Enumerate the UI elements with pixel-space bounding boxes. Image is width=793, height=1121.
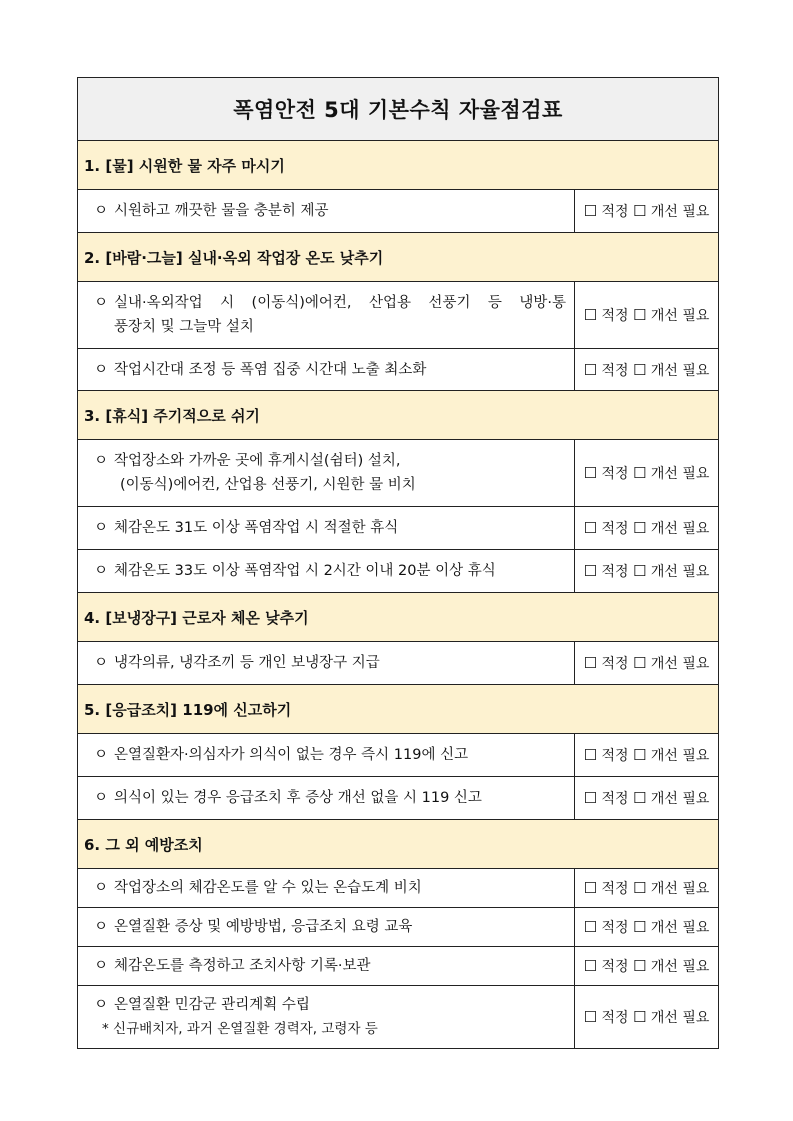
check-options (575, 550, 719, 593)
checklist-item (78, 190, 719, 233)
item-line: 실내·옥외작업 시 (이동식)에어컨, 산업용 선풍기 등 냉방·통 (114, 295, 566, 311)
checklist-item (78, 869, 719, 908)
section-header (78, 820, 719, 869)
section-title: 1. [물] 시원한 물 자주 마시기 (78, 141, 719, 190)
checkbox-ok[interactable]: ☐ (583, 562, 598, 580)
option-improve-label: 개선 필요 (650, 308, 710, 324)
checkbox-ok[interactable]: ☐ (583, 1008, 598, 1026)
checkbox-ok[interactable]: ☐ (583, 654, 598, 672)
checkbox-improve[interactable]: ☐ (632, 202, 647, 220)
checklist-item (78, 947, 719, 986)
check-options (575, 507, 719, 550)
check-options (575, 869, 719, 908)
option-improve-label: 개선 필요 (650, 1010, 710, 1026)
check-options (575, 190, 719, 233)
check-options (575, 734, 719, 777)
checklist-item (78, 507, 719, 550)
item-text-cell (78, 507, 575, 550)
checkbox-improve[interactable]: ☐ (632, 918, 647, 936)
item-text-cell (78, 947, 575, 986)
option-ok-label: 적정 (601, 748, 629, 764)
bullet-icon: ㅇ (94, 747, 109, 763)
checkbox-improve[interactable]: ☐ (632, 746, 647, 764)
checkbox-ok[interactable]: ☐ (583, 957, 598, 975)
item-line: 의식이 있는 경우 응급조치 후 증상 개선 없을 시 119 신고 (114, 790, 482, 806)
option-improve-label: 개선 필요 (650, 362, 710, 379)
bullet-icon: ㅇ (94, 295, 109, 311)
section-header (78, 593, 719, 642)
checkbox-improve[interactable]: ☐ (632, 957, 647, 975)
option-ok-label: 적정 (601, 308, 629, 324)
item-line: 풍장치 및 그늘막 설치 (114, 319, 254, 335)
item-line: 체감온도 33도 이상 폭염작업 시 2시간 이내 20분 이상 휴식 (114, 563, 496, 579)
option-ok-label: 적정 (601, 881, 629, 897)
checklist-item (78, 440, 719, 507)
option-ok-label: 적정 (601, 362, 629, 379)
option-ok-label: 적정 (601, 466, 629, 482)
bullet-icon: ㅇ (94, 880, 109, 896)
bullet-icon: ㅇ (94, 520, 109, 536)
item-line: 체감온도 31도 이상 폭염작업 시 적절한 휴식 (114, 520, 399, 536)
checklist-item (78, 282, 719, 349)
section-title: 5. [응급조치] 119에 신고하기 (78, 685, 719, 734)
item-line: 체감온도를 측정하고 조치사항 기록·보관 (114, 958, 371, 974)
checkbox-improve[interactable]: ☐ (632, 1008, 647, 1026)
check-options (575, 440, 719, 507)
option-improve-label: 개선 필요 (650, 881, 710, 897)
page-title: 폭염안전 5대 기본수칙 자율점검표 (78, 78, 719, 141)
checkbox-improve[interactable]: ☐ (632, 789, 647, 807)
item-line: 시원하고 깨끗한 물을 충분히 제공 (114, 203, 329, 219)
check-options (575, 282, 719, 349)
option-ok-label: 적정 (601, 920, 629, 936)
item-text-cell (78, 986, 575, 1049)
option-ok-label: 적정 (601, 204, 629, 220)
bullet-icon: ㅇ (94, 453, 109, 469)
checkbox-improve[interactable]: ☐ (632, 519, 647, 537)
section-header (78, 685, 719, 734)
item-note: * 신규배치자, 과거 온열질환 경력자, 고령자 등 (102, 1021, 378, 1037)
item-line: 작업장소와 가까운 곳에 휴게시설(쉼터) 설치, (114, 453, 401, 469)
checklist-item (78, 734, 719, 777)
option-improve-label: 개선 필요 (650, 564, 710, 580)
section-title: 2. [바람·그늘] 실내·옥외 작업장 온도 낮추기 (78, 233, 719, 282)
item-line: 냉각의류, 냉각조끼 등 개인 보냉장구 지급 (114, 655, 380, 671)
bullet-icon: ㅇ (94, 919, 109, 935)
option-improve-label: 개선 필요 (650, 959, 710, 975)
bullet-icon: ㅇ (94, 203, 109, 219)
checklist-item (78, 986, 719, 1049)
item-text-cell (78, 440, 575, 507)
bullet-icon: ㅇ (94, 958, 109, 974)
item-text-cell (78, 869, 575, 908)
checklist-item (78, 642, 719, 685)
option-ok-label: 적정 (601, 564, 629, 580)
item-line: 작업장소의 체감온도를 알 수 있는 온습도계 비치 (114, 880, 422, 896)
checkbox-ok[interactable]: ☐ (583, 519, 598, 537)
checkbox-improve[interactable]: ☐ (632, 360, 647, 379)
checkbox-ok[interactable]: ☐ (583, 306, 598, 324)
title-row (78, 78, 719, 141)
check-options (575, 908, 719, 947)
bullet-icon: ㅇ (94, 361, 109, 378)
item-text-cell (78, 550, 575, 593)
checkbox-ok[interactable]: ☐ (583, 464, 598, 482)
section-title: 3. [휴식] 주기적으로 쉬기 (78, 391, 719, 440)
option-ok-label: 적정 (601, 521, 629, 537)
item-line: (이동식)에어컨, 산업용 선풍기, 시원한 물 비치 (120, 477, 416, 493)
section-header (78, 391, 719, 440)
check-options (575, 777, 719, 820)
option-improve-label: 개선 필요 (650, 748, 710, 764)
section-title: 4. [보냉장구] 근로자 체온 낮추기 (78, 593, 719, 642)
option-improve-label: 개선 필요 (650, 204, 710, 220)
checkbox-ok[interactable]: ☐ (583, 918, 598, 936)
check-options (575, 642, 719, 685)
checkbox-improve[interactable]: ☐ (632, 879, 647, 897)
checkbox-ok[interactable]: ☐ (583, 746, 598, 764)
item-text-cell (78, 642, 575, 685)
bullet-icon: ㅇ (94, 997, 109, 1013)
checkbox-ok[interactable]: ☐ (583, 789, 598, 807)
section-header (78, 233, 719, 282)
checklist-item (78, 777, 719, 820)
check-options (575, 947, 719, 986)
check-options (575, 349, 719, 391)
bullet-icon: ㅇ (94, 563, 109, 579)
item-text-cell (78, 734, 575, 777)
checkbox-improve[interactable]: ☐ (632, 654, 647, 672)
item-text-cell (78, 190, 575, 233)
checklist-item (78, 908, 719, 947)
checklist-item (78, 349, 719, 391)
section-title: 6. 그 외 예방조치 (78, 820, 719, 869)
bullet-icon: ㅇ (94, 655, 109, 671)
checkbox-ok[interactable]: ☐ (583, 202, 598, 220)
item-line: 온열질환 민감군 관리계획 수립 (114, 997, 310, 1013)
check-options (575, 986, 719, 1049)
checkbox-improve[interactable]: ☐ (632, 306, 647, 324)
item-line: 작업시간대 조정 등 폭염 집중 시간대 노출 최소화 (114, 361, 427, 378)
section-header (78, 141, 719, 190)
option-improve-label: 개선 필요 (650, 656, 710, 672)
option-ok-label: 적정 (601, 959, 629, 975)
item-line: 온열질환 증상 및 예방방법, 응급조치 요령 교육 (114, 919, 413, 935)
option-improve-label: 개선 필요 (650, 920, 710, 936)
checkbox-ok[interactable]: ☐ (583, 360, 598, 379)
checkbox-ok[interactable]: ☐ (583, 879, 598, 897)
item-text-cell (78, 282, 575, 349)
item-line: 온열질환자·의심자가 의식이 없는 경우 즉시 119에 신고 (114, 747, 469, 763)
option-ok-label: 적정 (601, 791, 629, 807)
checkbox-improve[interactable]: ☐ (632, 464, 647, 482)
item-text-cell (78, 777, 575, 820)
option-ok-label: 적정 (601, 656, 629, 672)
checklist-item (78, 550, 719, 593)
option-improve-label: 개선 필요 (650, 466, 710, 482)
checklist-table (77, 77, 719, 1049)
option-improve-label: 개선 필요 (650, 791, 710, 807)
item-text-cell (78, 908, 575, 947)
option-improve-label: 개선 필요 (650, 521, 710, 537)
option-ok-label: 적정 (601, 1010, 629, 1026)
bullet-icon: ㅇ (94, 790, 109, 806)
item-text-cell (78, 349, 575, 391)
checkbox-improve[interactable]: ☐ (632, 562, 647, 580)
